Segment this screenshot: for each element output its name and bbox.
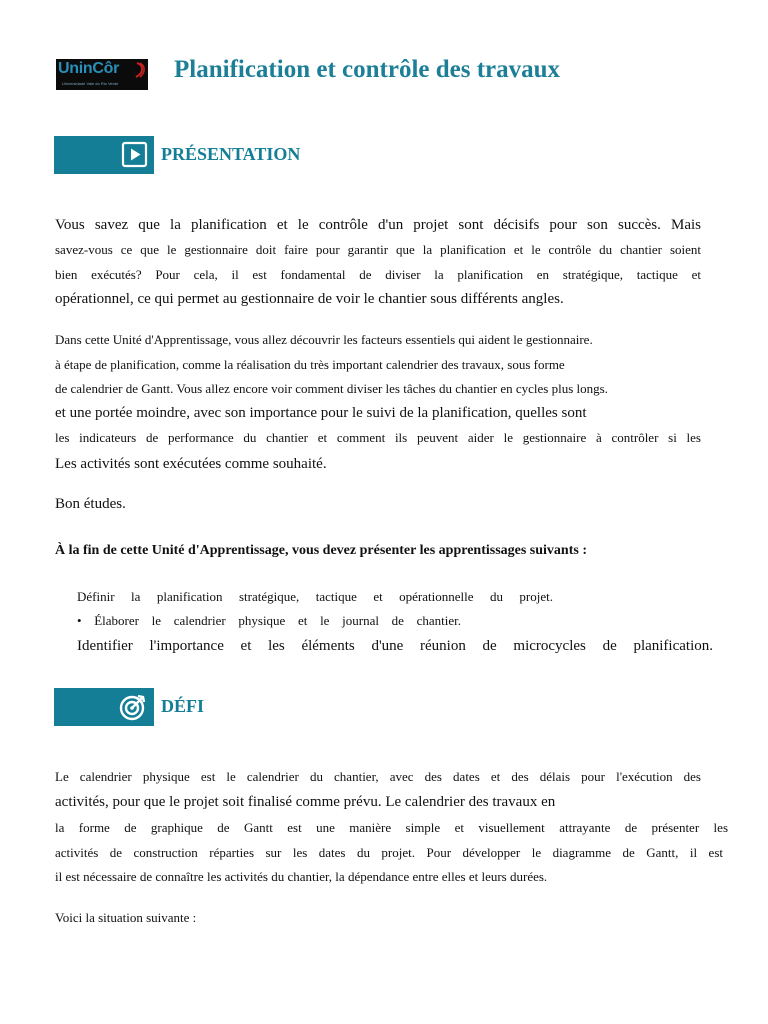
presentation-p1-line: opérationnel, ce qui permet au gestionnaire de voir le chantier sous différents angles. (55, 291, 564, 307)
presentation-p2-line: les indicateurs de performance du chantier et comment ils peuvent aider le gestionnaire à contrôler si les (55, 430, 701, 445)
defi-line: activités de construction réparties sur les dates du projet. Pour développer le diagramme de Gantt, il est (55, 845, 723, 860)
defi-line: activités, pour que le projet soit finalisé comme prévu. Le calendrier des travaux en (55, 794, 556, 810)
presentation-p2-line: de calendrier de Gantt. Vous allez encore voir comment diviser les tâches du chantier en cycles plus longs. (55, 381, 608, 396)
presentation-closing: Bon études. (55, 496, 126, 512)
defi-line: il est nécessaire de connaître les activités du chantier, la dépendance entre elles et leurs durées. (55, 869, 548, 884)
objective-item: • Élaborer le calendrier physique et le journal de chantier. (77, 613, 461, 628)
target-icon (118, 692, 148, 722)
presentation-p1-line: savez-vous ce que le gestionnaire doit faire pour garantir que la planification et le contrôle du chantier soient (55, 242, 701, 257)
logo-text: UninCôr (58, 60, 120, 77)
objective-item: Définir la planification stratégique, tactique et opérationnelle du projet. (77, 589, 553, 604)
page-title: Planification et contrôle des travaux (174, 56, 561, 83)
logo-subtext: Universidade Vale do Rio Verde (62, 81, 119, 86)
defi-situation: Voici la situation suivante : (55, 910, 197, 925)
presentation-p2-line: Les activités sont exécutées comme souhaité. (55, 456, 327, 472)
presentation-section-title: PRÉSENTATION (161, 144, 301, 164)
unincor-logo (56, 59, 148, 90)
defi-line: la forme de graphique de Gantt est une manière simple et visuellement attrayante de présenter les (55, 820, 728, 835)
defi-section-title: DÉFI (161, 696, 205, 716)
presentation-p2-line: et une portée moindre, avec son importance pour le suivi de la planification, quelles sont (55, 405, 587, 421)
defi-line: Le calendrier physique est le calendrier du chantier, avec des dates et des délais pour l'exécution des (55, 769, 701, 784)
objective-item: Identifier l'importance et les éléments d'une réunion de microcycles de planification. (77, 638, 713, 654)
presentation-section-bar (54, 136, 154, 174)
presentation-p1-line: bien exécutés? Pour cela, il est fondamental de diviser la planification en stratégique, tactique et (55, 267, 701, 282)
defi-section-bar (54, 688, 154, 726)
objectives-heading: À la fin de cette Unité d'Apprentissage, vous devez présenter les apprentissages suivants : (55, 543, 587, 558)
presentation-p2-line: Dans cette Unité d'Apprentissage, vous allez découvrir les facteurs essentiels qui aident le gestionnaire. (55, 332, 593, 347)
presentation-p2-line: à étape de planification, comme la réalisation du très important calendrier des travaux, sous forme (55, 357, 565, 372)
logo-swoosh-icon (134, 62, 146, 78)
play-icon (121, 141, 148, 168)
presentation-p1-line: Vous savez que la planification et le contrôle d'un projet sont décisifs pour son succès. Mais (55, 217, 701, 233)
